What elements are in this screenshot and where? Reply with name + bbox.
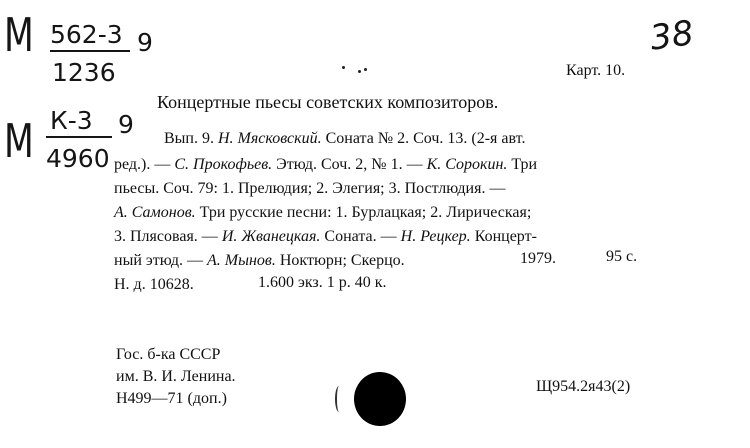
call-number-2-top: К-3 [50,106,93,135]
sheet-number: 38 [647,13,696,59]
call-number-1-superscript: 9 [137,28,153,57]
classification-code: Щ954.2я43(2) [536,378,631,395]
entry-text: ред.). — [114,156,175,173]
entry-line-5 [114,228,537,246]
composer-name: И. Жванецкая. [221,228,321,245]
entry-line-4 [114,204,531,222]
call-number-1-divider [50,50,130,52]
entry-line-1 [164,130,525,148]
composer-name: Н. Мясковский. [217,130,322,147]
call-number-2-letter: М [4,114,34,168]
call-number-2-bottom: 4960 [46,144,110,173]
entry-text: 3. Плясовая. — [114,228,222,245]
publisher-number: Н. д. 10628. [114,276,194,293]
card-number: Карт. 10. [566,62,626,79]
ink-speck [358,70,361,73]
entry-line-2 [114,156,537,174]
entry-line-3: пьесы. Соч. 79: 1. Прелюдия; 2. Элегия; 3. Постлюдия. — [114,180,506,197]
composer-name: А. Мынов. [207,252,276,269]
print-run-and-price: 1.600 экз. 1 р. 40 к. [258,274,387,291]
entry-text: ный этюд. — [114,252,208,269]
call-number-1-top: 562-3 [50,20,123,49]
entry-text: Соната. — [320,228,401,245]
call-number-2-superscript: 9 [118,110,134,139]
call-number-1-bottom: 1236 [52,58,116,87]
entry-text: Вып. 9. [164,130,218,147]
composer-name: С. Прокофьев. [174,156,273,173]
call-number-2-divider [46,136,112,138]
page-count: 95 с. [606,248,638,265]
ink-speck [342,66,345,69]
composer-name: Н. Рецкер. [400,228,471,245]
entry-text: Ноктюрн; Скерцо. [275,252,405,269]
composer-name: А. Самонов. [114,204,196,221]
library-line-1: Гос. б-ка СССР [116,346,221,363]
ink-speck [364,68,367,71]
punch-hole [354,372,406,426]
punch-hole-rim [335,386,343,412]
entry-text: Соната № 2. Соч. 13. (2-я авт. [321,130,526,147]
entry-text: Три [507,156,538,173]
entry-text: Этюд. Соч. 2, № 1. — [272,156,427,173]
entry-text: Концерт- [470,228,537,245]
call-number-1-letter: М [4,8,34,62]
entry-text: Три русские песни: 1. Бурлацкая; 2. Лирическая; [195,204,532,221]
entry-line-6 [114,252,405,270]
library-line-2: им. В. И. Ленина. [116,368,236,385]
card-title: Концертные пьесы советских композиторов. [157,92,499,112]
publication-year: 1979. [520,250,556,267]
library-line-3: Н499—71 (доп.) [116,390,227,407]
composer-name: К. Сорокин. [426,156,508,173]
